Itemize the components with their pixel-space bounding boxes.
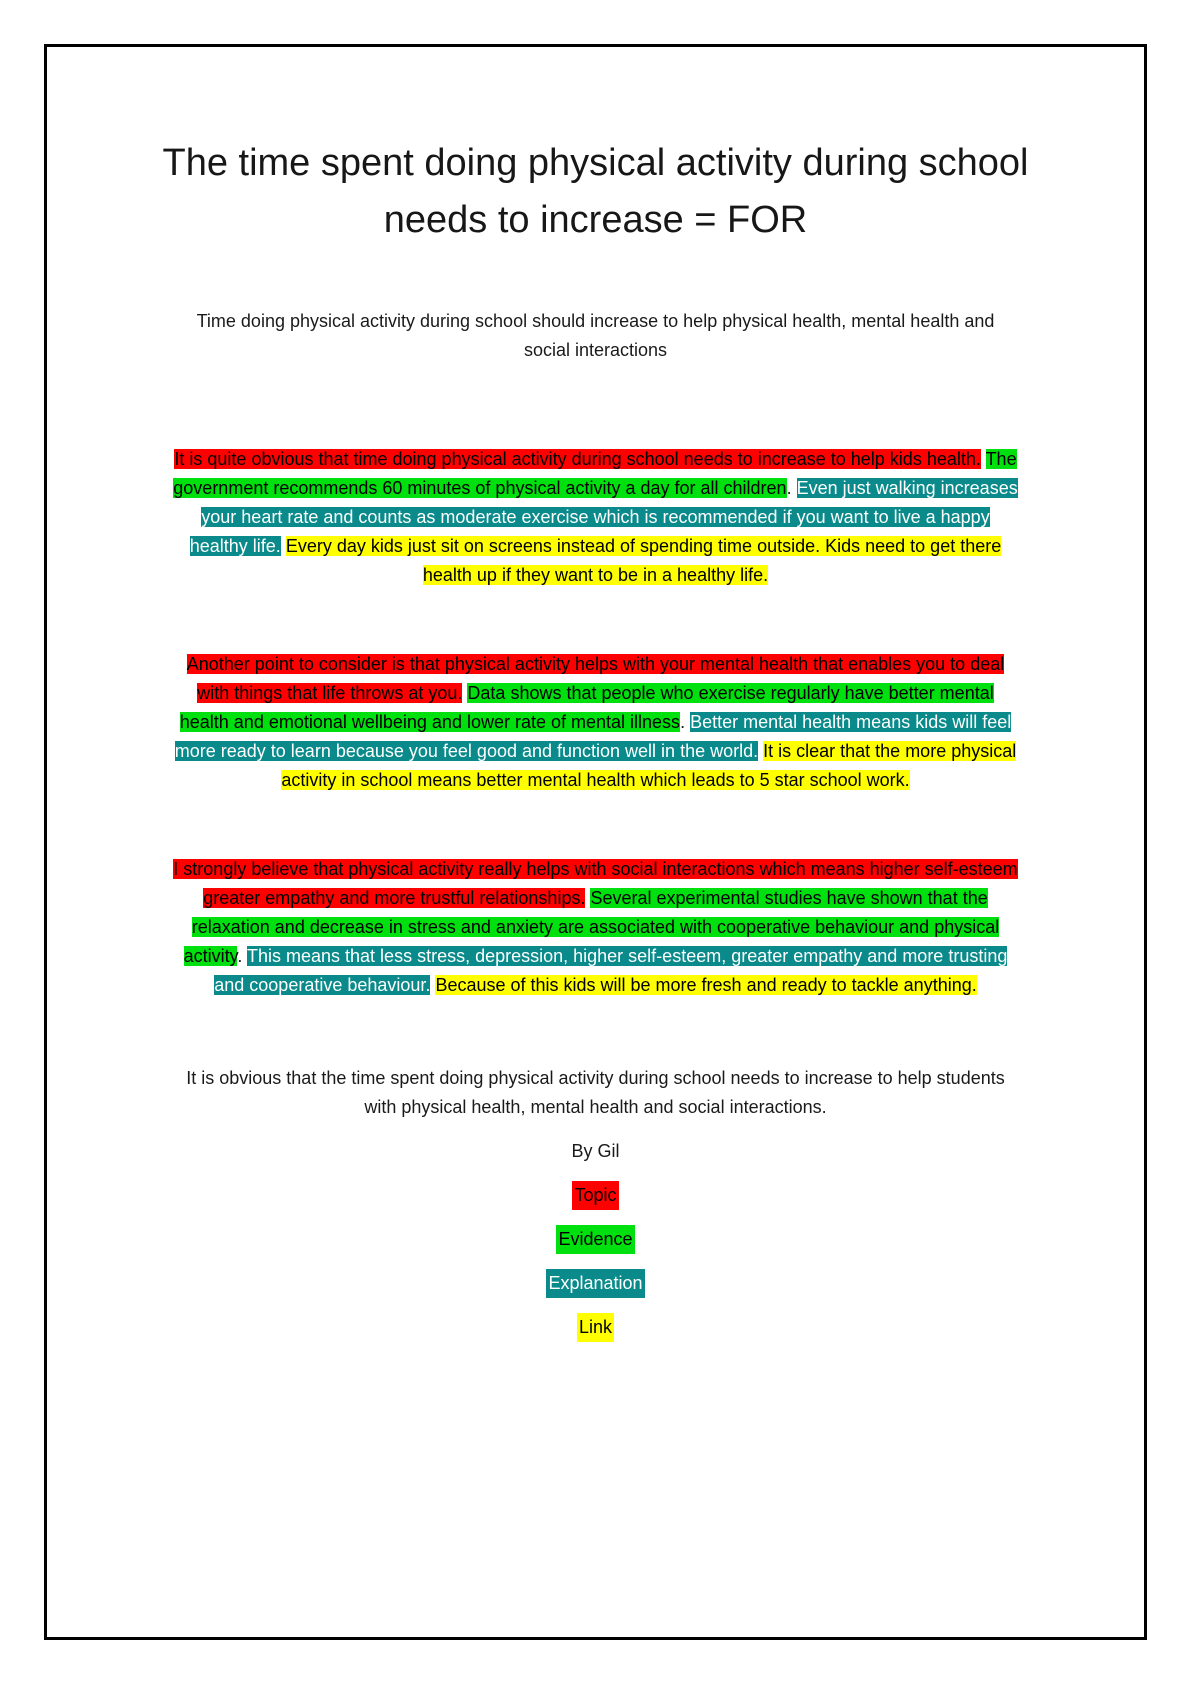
legend-row [47,1225,1144,1254]
closing-paragraph: It is obvious that the time spent doing physical activity during school needs to increase to help students with physical health, mental health and social interactions. [186,1068,1005,1117]
essay-paragraphs [47,445,1144,1000]
highlight-explanation: This means that less stress, depression, higher self-esteem, greater empathy and more trusting and cooperative behaviour. [214,946,1008,995]
legend-explanation: Explanation [546,1269,644,1298]
essay-paragraph [173,445,1018,590]
legend-evidence: Evidence [556,1225,634,1254]
plain-text [981,449,986,469]
legend-row [47,1313,1144,1342]
legend-link: Link [577,1313,614,1342]
byline: By Gil [571,1141,620,1161]
legend-row [47,1181,1144,1210]
plain-text: . [786,478,797,498]
highlight-evidence: Several experimental studies have shown that the relaxation and decrease in stress and anxiety are associated with cooperative behaviour and physical activity [183,888,1000,966]
highlight-explanation: Better mental health means kids will feel more ready to learn because you feel good and function well in the world. [174,712,1012,761]
highlight-topic: It is quite obvious that time doing physical activity during school needs to increase to help kids health. [174,449,981,469]
document-title: The time spent doing physical activity during school needs to increase = FOR [162,142,1029,241]
highlight-evidence: Data shows that people who exercise regularly have better mental health and emotional wellbeing and lower rate of mental illness [179,683,994,732]
highlight-link: Because of this kids will be more fresh and ready to tackle anything. [435,975,977,995]
highlight-link: Every day kids just sit on screens instead of spending time outside. Kids need to get there health up if they want to be in a healthy life. [285,536,1002,585]
document-subtitle: Time doing physical activity during school should increase to help physical health, mental health and social interactions [196,311,995,360]
essay-paragraph [173,650,1018,795]
legend-row [47,1269,1144,1298]
highlight-topic: I strongly believe that physical activity really helps with social interactions which means higher self-esteem greater empathy and more trustful relationships. [173,859,1018,908]
essay-paragraph [173,855,1018,1000]
plain-text: . [237,946,247,966]
highlight-explanation: Even just walking increases your heart rate and counts as moderate exercise which is recommended if you want to live a happy healthy life. [189,478,1018,556]
plain-text: . [680,712,691,732]
legend-topic: Topic [572,1181,618,1210]
highlight-legend [47,1181,1144,1342]
highlight-topic: Another point to consider is that physical activity helps with your mental health that enables you to deal with things that life throws at you. [186,654,1005,703]
page-border [44,44,1147,1640]
highlight-evidence: The government recommends 60 minutes of physical activity a day for all children [173,449,1017,498]
highlight-link: It is clear that the more physical activity in school means better mental health which leads to 5 star school work. [281,741,1017,790]
